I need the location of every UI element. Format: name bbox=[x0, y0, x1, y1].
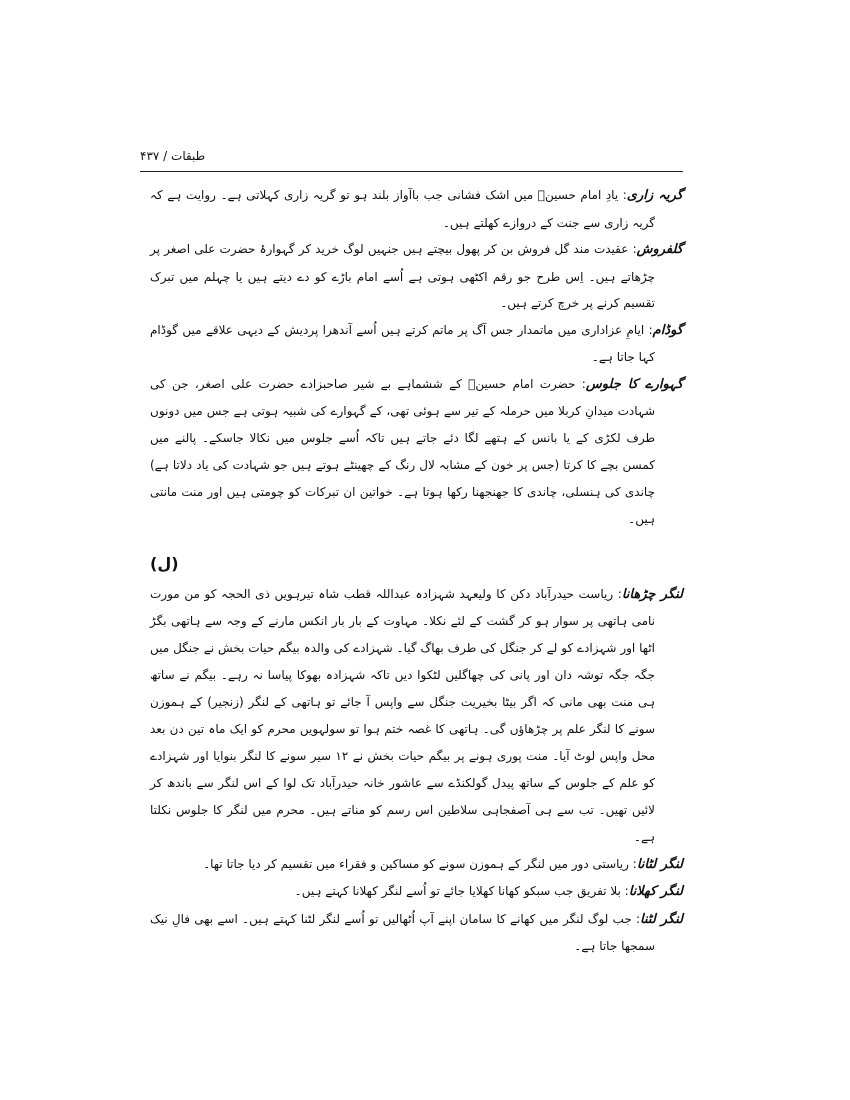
page-body bbox=[150, 182, 683, 960]
section-letter-label: (ل) bbox=[150, 553, 179, 573]
running-header: طبقات / ۴۳۷ bbox=[140, 149, 206, 163]
entry-term: لنگر کھلانا bbox=[628, 884, 683, 899]
entry-term: لنگر چڑھانا bbox=[621, 586, 683, 602]
entry-term: لنگر لٹنا bbox=[640, 911, 683, 927]
entry-term: گوڈام bbox=[652, 322, 683, 338]
entry-text: : ایامِ عزاداری میں ماتمدار جس آگ پر ماتم کرتے ہیں اُسے آندھرا پردیش کے دیہی علاقے میں گوڈام کہا جاتا ہے۔ bbox=[150, 322, 655, 364]
header-rule bbox=[140, 171, 683, 172]
entry-langar-lutna bbox=[150, 906, 683, 960]
entry-term: گلفروش bbox=[636, 242, 683, 257]
entry-text: : یادِ امام حسینؑ میں اشک فشانی جب باآواز بلند ہو تو گریہ زاری کہلاتی ہے۔ روایت ہے کہ گریہ زاری سے جنت کے دروازے کھلتے ہیں۔ bbox=[150, 188, 655, 230]
entry-gulfarosh bbox=[150, 236, 683, 317]
entry-godam bbox=[150, 317, 683, 371]
entry-text: : حضرت امام حسینؑ کے ششماہے بے شیر صاحبزادے حضرت علی اصغر، جن کی شہادت میدانِ کربلا میں حرملہ کے تیر سے ہوئی تھی، کے گہوارے کی شبیہ ہوتی ہے جس میں دونوں طرف لکڑی کے یا بانس کے ہتھے لگا دئے جاتے ہیں تاکہ اُسے جلوس میں نکالا جاسکے۔ پالنے میں کمسن بچے کا کرتا (جس پر خون کے مشابہ لال رنگ کے چھینٹے ہوتے ہیں جو شہادت کی یاد دلاتا ہے) چاندی کی ہنسلی، چاندی کا جھنجھنا رکھا ہوتا ہے۔ خواتین ان تبرکات کو چومتی ہیں اور منت مانتی ہیں۔ bbox=[150, 376, 655, 526]
entry-text: : عقیدت مند گل فروش بن کر پھول بیچتے ہیں جنہیں لوگ خرید کر گہوارۂ حضرت علی اصغر پر چڑھاتے ہیں۔ اِس طرح جو رقم اکٹھی ہوتی ہے اُسے امام باڑے کو دے دیتے ہیں یا چہلم میں تبرک تقسیم کرنے پر خرچ کرتے ہیں۔ bbox=[150, 242, 655, 310]
entry-term: گریہ زاری bbox=[626, 188, 683, 203]
entry-term: لنگر لٹانا bbox=[636, 856, 683, 872]
entry-text: : جب لوگ لنگر میں کھانے کا سامان اپنے آپ اُٹھالیں تو اُسے لنگر لٹنا کہتے ہیں۔ اسے بھی فالِ نیک سمجھا جاتا ہے۔ bbox=[150, 911, 655, 953]
entry-girya-zari bbox=[150, 182, 683, 236]
entry-langar-lutana bbox=[150, 851, 683, 879]
entry-text: : ریاست حیدرآباد دکن کا ولیعہد شہزادہ عبداللہ قطب شاہ تیرہویں ذی الحجہ کو من مورت نامی ہاتھی پر سوار ہو کر گشت کے لئے نکلا۔ مہاوت کے بار بار انکس مارنے کے وجہ سے ہاتھی بگڑ اٹھا اور شہزادے کو لے کر جنگل کی طرف بھاگ گیا۔ شہزادے کی والدہ بیگم حیات بخش نے جنگل میں جگہ جگہ توشہ دان اور پانی کی چھاگلیں لٹکوا دیں تاکہ شہزادہ بھوکا پیاسا نہ رہے۔ بیگم نے ساتھ ہی منت بھی مانی کہ اگر بیٹا بخیریت جنگل سے واپس آ جائے تو ہاتھی کے لنگر (زنجیر) کے ہموزن سونے کا لنگر علم پر چڑھاؤں گی۔ ہاتھی کا غصہ ختم ہوا تو سولہویں محرم کو ایک ماہ تین دن بعد محل واپس لوٹ آیا۔ منت پوری ہونے پر بیگم حیات بخش نے ۱۲ سیر سونے کا لنگر بنوایا اور شہزادے کو علم کے جلوس کے ساتھ پیدل گولکنڈے سے عاشور خانہ حیدرآباد تک لوا کے اس لنگر سے باندھ کر لائیں تھیں۔ تب سے ہی آصفجاہی سلاطین اس رسم کو مناتے ہیں۔ محرم میں لنگر کا جلوس نکلتا ہے۔ bbox=[150, 586, 655, 844]
entry-langar-charhana bbox=[150, 581, 683, 851]
entry-term: گہوارے کا جلوس bbox=[585, 376, 684, 392]
page-header bbox=[140, 140, 683, 172]
entry-text: : ریاستی دور میں لنگر کے ہموزن سونے کو مساکین و فقراء میں تقسیم کر دیا جاتا تھا۔ bbox=[203, 856, 637, 871]
entry-gahware-ka-julus bbox=[150, 371, 683, 533]
entry-text: : بلا تفریق جب سبکو کھانا کھلایا جائے تو اُسے لنگر کھلانا کہتے ہیں۔ bbox=[294, 884, 629, 898]
section-heading bbox=[150, 553, 643, 575]
entry-langar-khilana bbox=[150, 878, 683, 906]
